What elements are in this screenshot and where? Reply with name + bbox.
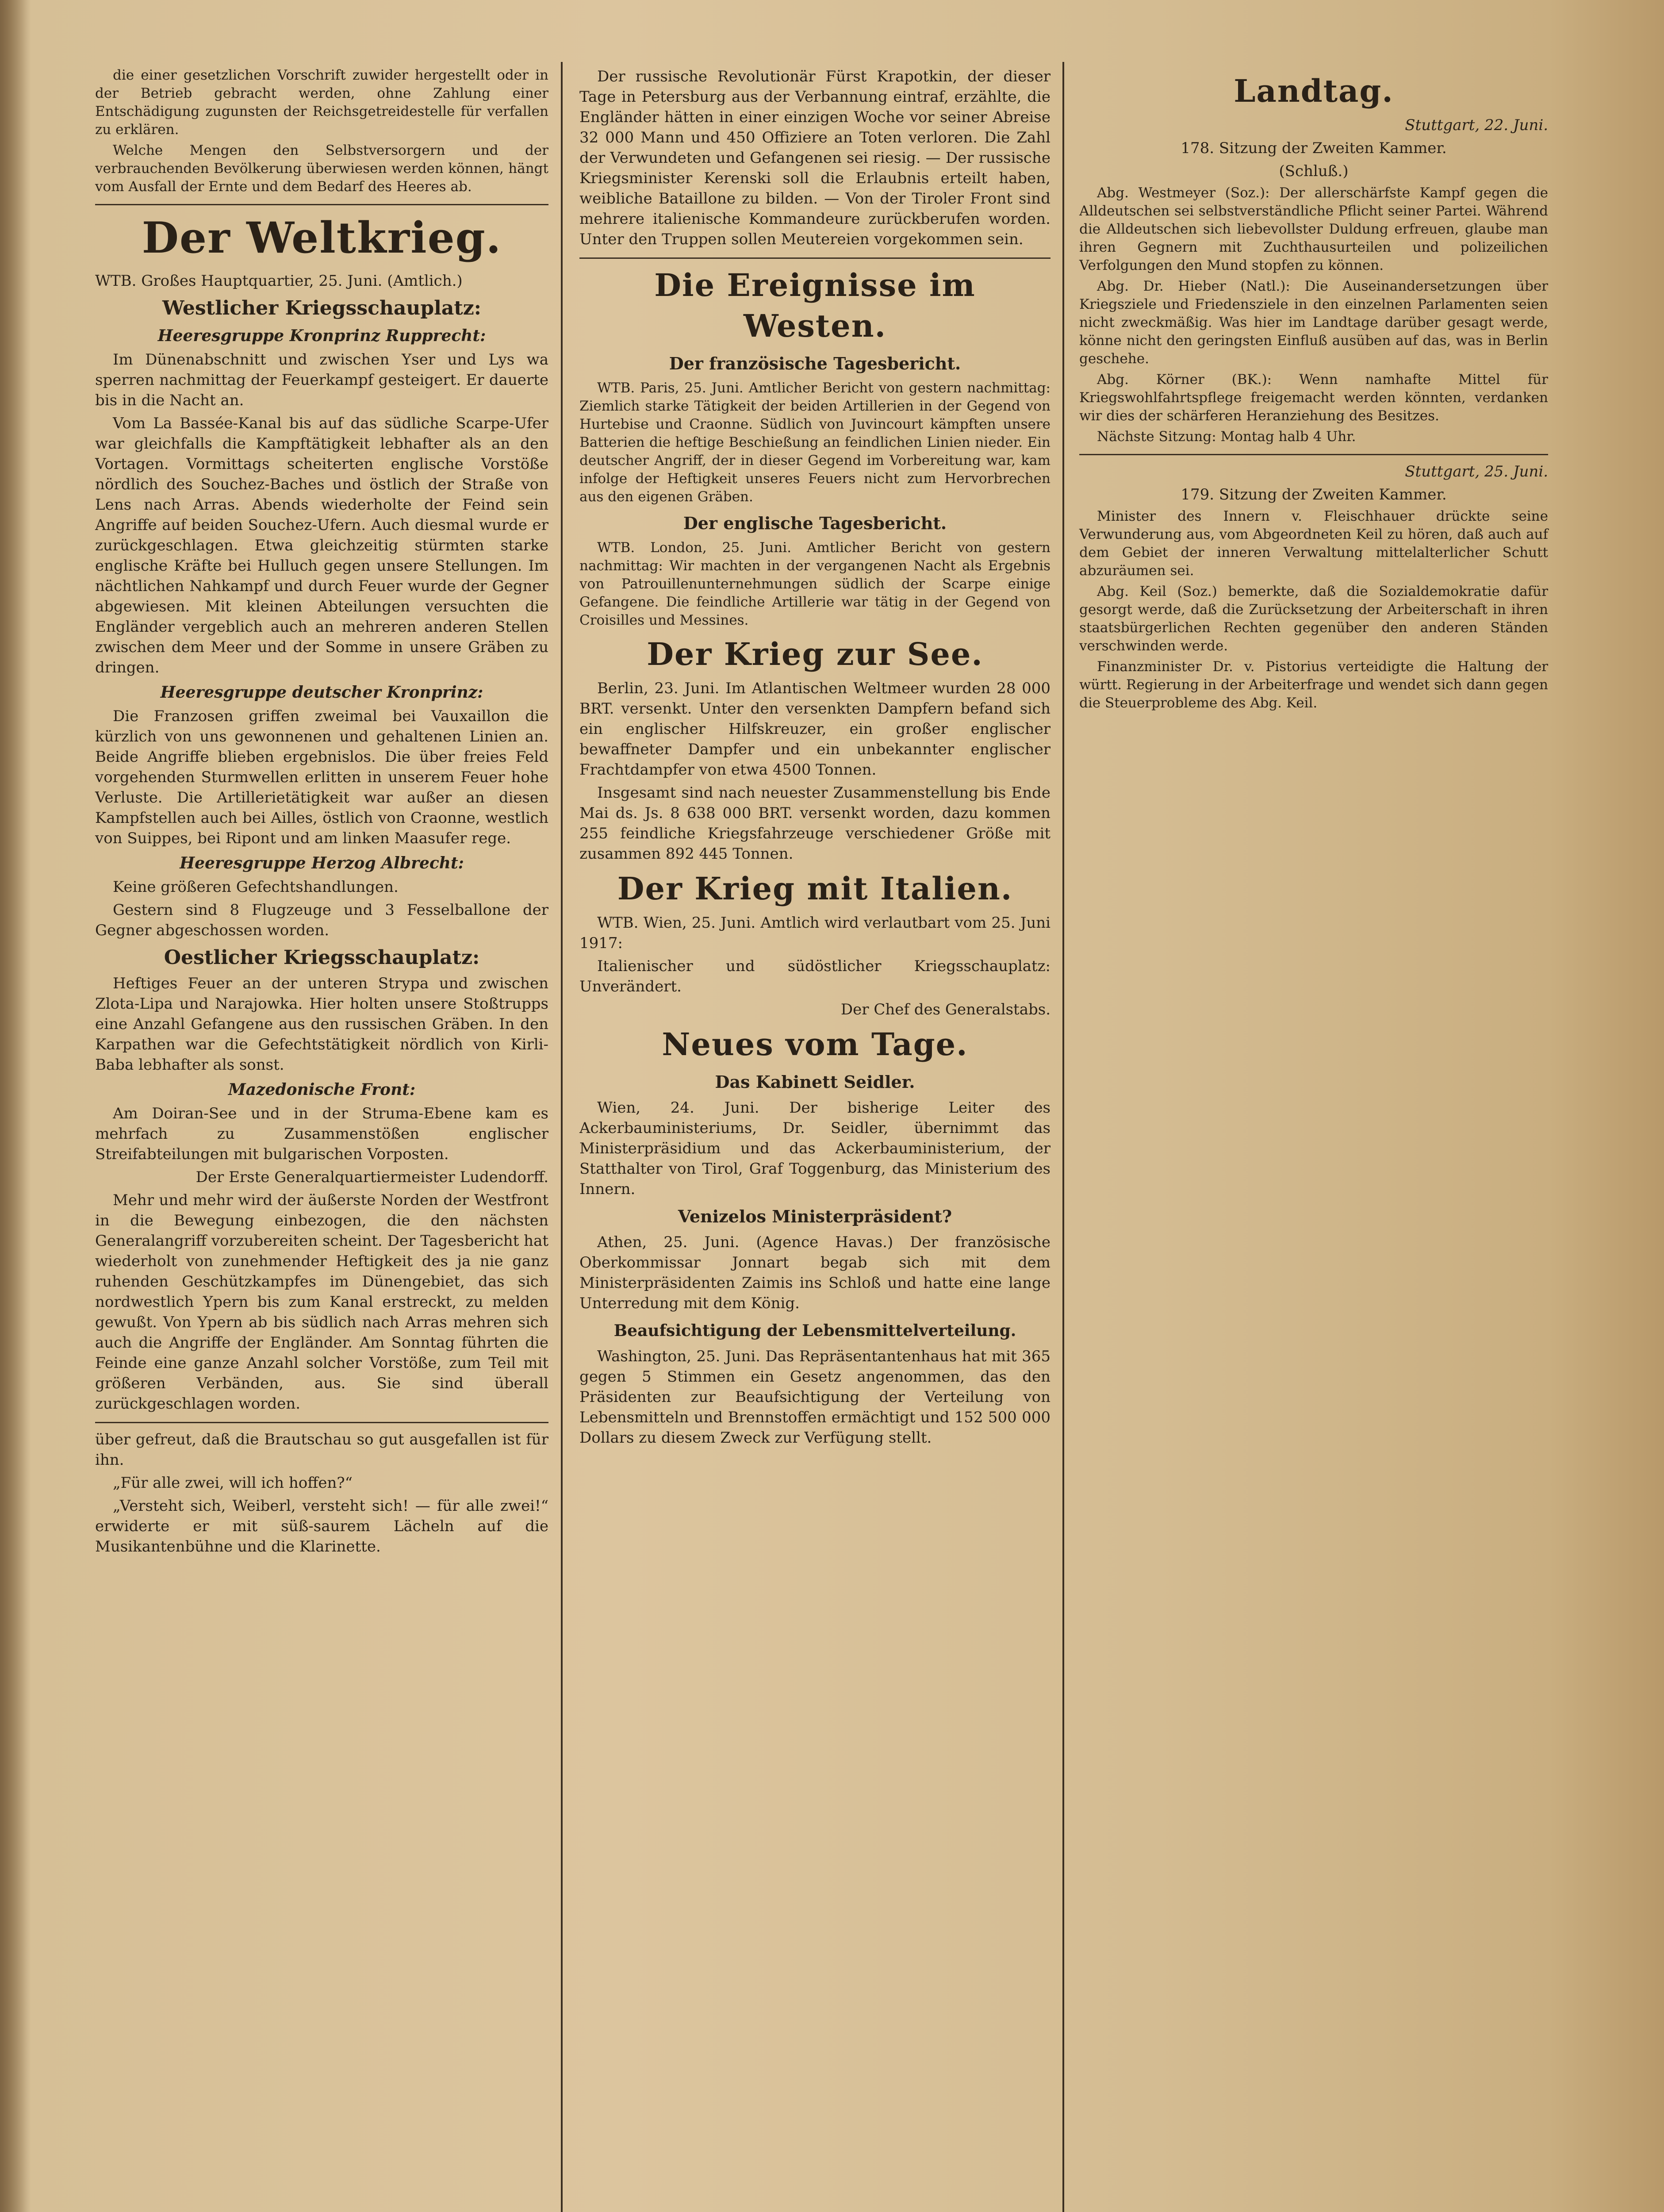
keil-text: Abg. Keil (Soz.) bemerkte, daß die Sozialdemokratie dafür gesorgt werde, daß die Zurücksetzung der Arbeiterschaft in ihren staatsbürgerlichen Rechten gegenüber den anderen Ständen verschwinden werde.: [1079, 584, 1548, 654]
italien-text-2: Italienischer und südöstlicher Kriegsschauplatz: Unverändert.: [579, 957, 1051, 995]
albrecht-text: Keine größeren Gefechtshandlungen.: [113, 878, 399, 896]
kronprinz-text: Die Franzosen griffen zweimal bei Vauxaillon die kürzlich von uns gewonnenen und gehaltenen Linien an. Beide Angriffe blieben ergebnislos. Die über freies Feld vorgehenden Sturmwellen erlitten in unserem Feuer hohe Verluste. Die Artillerietätigkeit war außer an diesen Kampfstellen auch bei Ailles, östlich von Craonne, westlich von Suippes, bei Ripont und am linken Maasufer rege.: [95, 707, 548, 847]
commentary-text: Mehr und mehr wird der äußerste Norden der Westfront in die Bewegung einbezogen, die den nächsten Generalangriff vorzubereiten scheint. Der Tagesbericht hat wiederholt von zunehmender Heftigkeit des ja nie ganz ruhenden Geschützkampfes im Dünengebiet, das sich nordwestlich Ypern bis zum Kanal erstreckt, zu melden gewußt. Von Ypern ab bis südlich nach Arras mehren sich auch die Angriffe der Engländer. Am Sonntag führten die Feinde eine ganze Anzahl solcher Vorstöße, zum Teil mit größeren Verbänden, aus. Sie sind überall zurückgeschlagen worden.: [95, 1191, 548, 1413]
italien-text: WTB. Wien, 25. Juni. Amtlich wird verlautbart vom 25. Juni 1917:: [579, 914, 1051, 952]
fleischhauer-text: Minister des Innern v. Fleischhauer drückte seine Verwunderung aus, vom Abgeordneten Keil zu hören, daß auch auf dem Gebiet der inneren Verwaltung mittelalterlicher Schutt abzuräumen sei.: [1079, 508, 1548, 579]
krapotkin-paragraph: Der russische Revolutionär Fürst Krapotkin, der dieser Tage in Petersburg aus der Verbannung eintraf, erzählte, die Engländer hätten in einer einzigen Woche vor seiner Abreise 32 000 Mann und 450 Offiziere an Toten verloren. Die Zahl der Verwundeten und Gefangenen sei riesig. — Der russische Kriegsminister Kerenski soll die Erlaubnis erteilt haben, weibliche Bataillone zu bilden. — Von der Tiroler Front sind mehrere italienische Kommandeure zurückberufen worden. Unter den Truppen sollen Meutereien vorgekommen sein.: [579, 68, 1051, 248]
seidler-heading: Das Kabinett Seidler.: [715, 1072, 915, 1092]
landtag-date-1: Stuttgart, 22. Juni.: [1405, 116, 1548, 134]
mazedonien-text: Am Doiran-See und in der Struma-Ebene kam es mehrfach zu Zusammenstößen englischer Streifabteilungen mit bulgarischen Vorposten.: [95, 1105, 548, 1163]
landtag-date-2: Stuttgart, 25. Juni.: [1405, 463, 1548, 480]
schluss-label: (Schluß.): [1279, 162, 1349, 180]
italien-signature: Der Chef des Generalstabs.: [840, 1001, 1051, 1018]
separator: [579, 257, 1051, 259]
rupprecht-heading: Heeresgruppe Kronprinz Rupprecht:: [157, 326, 486, 345]
seidler-text: Wien, 24. Juni. Der bisherige Leiter des Ackerbauministeriums, Dr. Seidler, übernimmt das Ministerpräsidium und das Ackerbauministerium, der Statthalter von Tirol, Graf Toggenburg, das Ministerium des Innern.: [579, 1099, 1051, 1198]
wtb-dateline: WTB. Großes Hauptquartier, 25. Juni. (Amtlich.): [95, 272, 463, 290]
engl-bericht-heading: Der englische Tagesbericht.: [683, 513, 947, 533]
separator-feuilleton: [95, 1422, 548, 1423]
venizelos-heading: Venizelos Ministerpräsident?: [678, 1206, 952, 1226]
engl-bericht-text: WTB. London, 25. Juni. Amtlicher Bericht von gestern nachmittag: Wir machten in der vergangenen Nacht als Ergebnis von Patrouillenunternehmungen südlich der Scarpe einige Gefangene. Die feindliche Artillerie war tätig in der Gegend von Croisilles und Messines.: [579, 540, 1051, 628]
koerner-text: Abg. Körner (BK.): Wenn namhafte Mittel für Kriegswohlfahrtspflege freigemacht werden könnten, verdanken wir dies der schärferen Heranziehung des Besitzes.: [1079, 372, 1548, 424]
column-2: [579, 66, 1051, 1451]
ost-heading: Oestlicher Kriegsschauplatz:: [164, 946, 480, 969]
naechste-sitzung: Nächste Sitzung: Montag halb 4 Uhr.: [1097, 429, 1356, 445]
weltkrieg-title: Der Weltkrieg.: [142, 213, 502, 263]
signature-ludendorff: Der Erste Generalquartiermeister Ludendorff.: [196, 1168, 548, 1186]
flugzeuge-text: Gestern sind 8 Flugzeuge und 3 Fesselballone der Gegner abgeschossen worden.: [95, 901, 548, 939]
separator: [1079, 454, 1548, 455]
pistorius-text: Finanzminister Dr. v. Pistorius verteidigte die Haltung der württ. Regierung in der Arbeiterfrage und wendet sich dann gegen die Steuerprobleme des Abg. Keil.: [1079, 659, 1548, 711]
feuilleton-question: „Für alle zwei, will ich hoffen?“: [113, 1474, 353, 1492]
intro-paragraph: die einer gesetzlichen Vorschrift zuwider hergestellt oder in der Betrieb gebracht werden, ohne Zahlung einer Entschädigung zugunsten der Reichsgetreidestelle für verfallen zu erklären.: [95, 67, 548, 138]
lebensmittel-text: Washington, 25. Juni. Das Repräsentantenhaus hat mit 365 gegen 5 Stimmen ein Gesetz angenommen, das den Präsidenten zur Beaufsichtigung der Verteilung von Lebensmitteln und Brennstoffen ermächtigt und 152 500 000 Dollars zu diesem Zweck zur Verfügung stellt.: [579, 1348, 1051, 1447]
ost-text: Heftiges Feuer an der unteren Strypa und zwischen Zlota-Lipa und Narajowka. Hier holten unsere Stoßtrupps eine Anzahl Gefangene aus den russischen Gräben. In den Karpathen war die Gefechtstätigkeit nördlich von Kirli-Baba lebhafter als sonst.: [95, 975, 548, 1074]
franz-bericht-heading: Der französische Tagesbericht.: [669, 353, 961, 373]
albrecht-heading: Heeresgruppe Herzog Albrecht:: [180, 854, 464, 872]
page-gutter-shadow: [0, 0, 31, 2212]
mazedonien-heading: Mazedonische Front:: [228, 1080, 416, 1099]
see-text-2: Insgesamt sind nach neuester Zusammenstellung bis Ende Mai ds. Js. 8 638 000 BRT. versenkt worden, dazu kommen 255 feindliche Kriegsfahrzeuge verschiedener Größe mit zusammen 892 445 Tonnen.: [579, 784, 1051, 863]
westen-title: Die Ereignisse im Westen.: [654, 267, 976, 344]
see-title: Der Krieg zur See.: [647, 636, 983, 672]
sitzung-178: 178. Sitzung der Zweiten Kammer.: [1181, 139, 1447, 157]
italien-title: Der Krieg mit Italien.: [617, 870, 1013, 907]
column-rule-2: [1062, 62, 1064, 2212]
intro-paragraph-2: Welche Mengen den Selbstversorgern und der verbrauchenden Bevölkerung überwiesen werden können, hängt vom Ausfall der Ernte und dem Bedarf des Heeres ab.: [95, 142, 548, 195]
feuilleton-answer: „Versteht sich, Weiberl, versteht sich! — für alle zwei!“ erwiderte er mit süß-saurem Lächeln auf die Musikantenbühne und die Klarinette.: [95, 1497, 548, 1555]
labassee-text: Vom La Bassée-Kanal bis auf das südliche Scarpe-Ufer war gleichfalls die Kampftätigkeit lebhafter als an den Vortagen. Vormittags scheiterten englische Vorstöße nördlich des Souchez-Baches und östlich der Straße von Lens nach Arras. Abends wiederholte der Feind sein Angriffe auf beiden Souchez-Ufern. Auch diesmal wurde er zurückgeschlagen. Etwa gleichzeitig stürmten starke englische Kräfte bei Hulluch gegen unsere Stellungen. Im nächtlichen Nahkampf und durch Feuer wurde der Gegner abgewiesen. Mit kleinen Abteilungen versuchten die Engländer vergeblich auch an mehreren anderen Stellen zwischen dem Meer und der Somme in unsere Gräben zu dringen.: [95, 415, 548, 676]
hieber-text: Abg. Dr. Hieber (Natl.): Die Auseinandersetzungen über Kriegsziele und Friedensziele in den einzelnen Parlamenten seien nicht zweckmäßig. Was hier im Landtage darüber gesagt werde, könne nicht den geringsten Einfluß ausüben auf das, was in Berlin geschehe.: [1079, 278, 1548, 367]
west-heading: Westlicher Kriegsschauplatz:: [162, 297, 481, 319]
franz-bericht-text: WTB. Paris, 25. Juni. Amtlicher Bericht von gestern nachmittag: Ziemlich starke Tätigkeit der beiden Artillerien in der Gegend von Hurtebise und Craonne. Südlich von Juvincourt kämpften unsere Batterien die heftige Beschießung an feindlichen Linien nieder. Ein deutscher Angriff, der in dieser Gegend im Vorbereitung war, kam infolge der Heftigkeit unseres Feuers nicht zum Hervorbrechen aus den eigenen Gräben.: [579, 380, 1051, 505]
separator: [95, 204, 548, 205]
neues-title: Neues vom Tage.: [662, 1026, 968, 1063]
lebensmittel-heading: Beaufsichtigung der Lebensmittelverteilung.: [613, 1321, 1016, 1340]
see-text: Berlin, 23. Juni. Im Atlantischen Weltmeer wurden 28 000 BRT. versenkt. Unter den versenkten Dampfern befand sich ein englischer Hilfskreuzer, ein großer englischer bewaffneter Dampfer und ein unbekannter englischer Frachtdampfer von etwa 4500 Tonnen.: [579, 680, 1051, 779]
column-1: [95, 66, 548, 1559]
sitzung-179: 179. Sitzung der Zweiten Kammer.: [1181, 486, 1447, 503]
venizelos-text: Athen, 25. Juni. (Agence Havas.) Der französische Oberkommissar Jonnart begab sich mit dem Ministerpräsidenten Zaimis ins Schloß und hatte eine lange Unterredung mit dem König.: [579, 1233, 1051, 1312]
landtag-title: Landtag.: [1234, 73, 1394, 109]
column-3: [1079, 66, 1548, 715]
kronprinz-heading: Heeresgruppe deutscher Kronprinz:: [160, 683, 483, 702]
column-rule-1: [561, 62, 563, 2212]
rupprecht-text: Im Dünenabschnitt und zwischen Yser und Lys wa sperren nachmittag der Feuerkampf gesteigert. Er dauerte bis in die Nacht an.: [95, 351, 548, 409]
westmeyer-text: Abg. Westmeyer (Soz.): Der allerschärfste Kampf gegen die Alldeutschen sei selbstverständliche Pflicht seiner Partei. Während die Alldeutschen sich liebevollster Duldung erfreuen, glaube man ihren Gegnern mit Zuchthausurteilen und polizeilichen Verfolgungen den Mund stopfen zu können.: [1079, 185, 1548, 273]
feuilleton-text: über gefreut, daß die Brautschau so gut ausgefallen ist für ihn.: [95, 1431, 548, 1469]
